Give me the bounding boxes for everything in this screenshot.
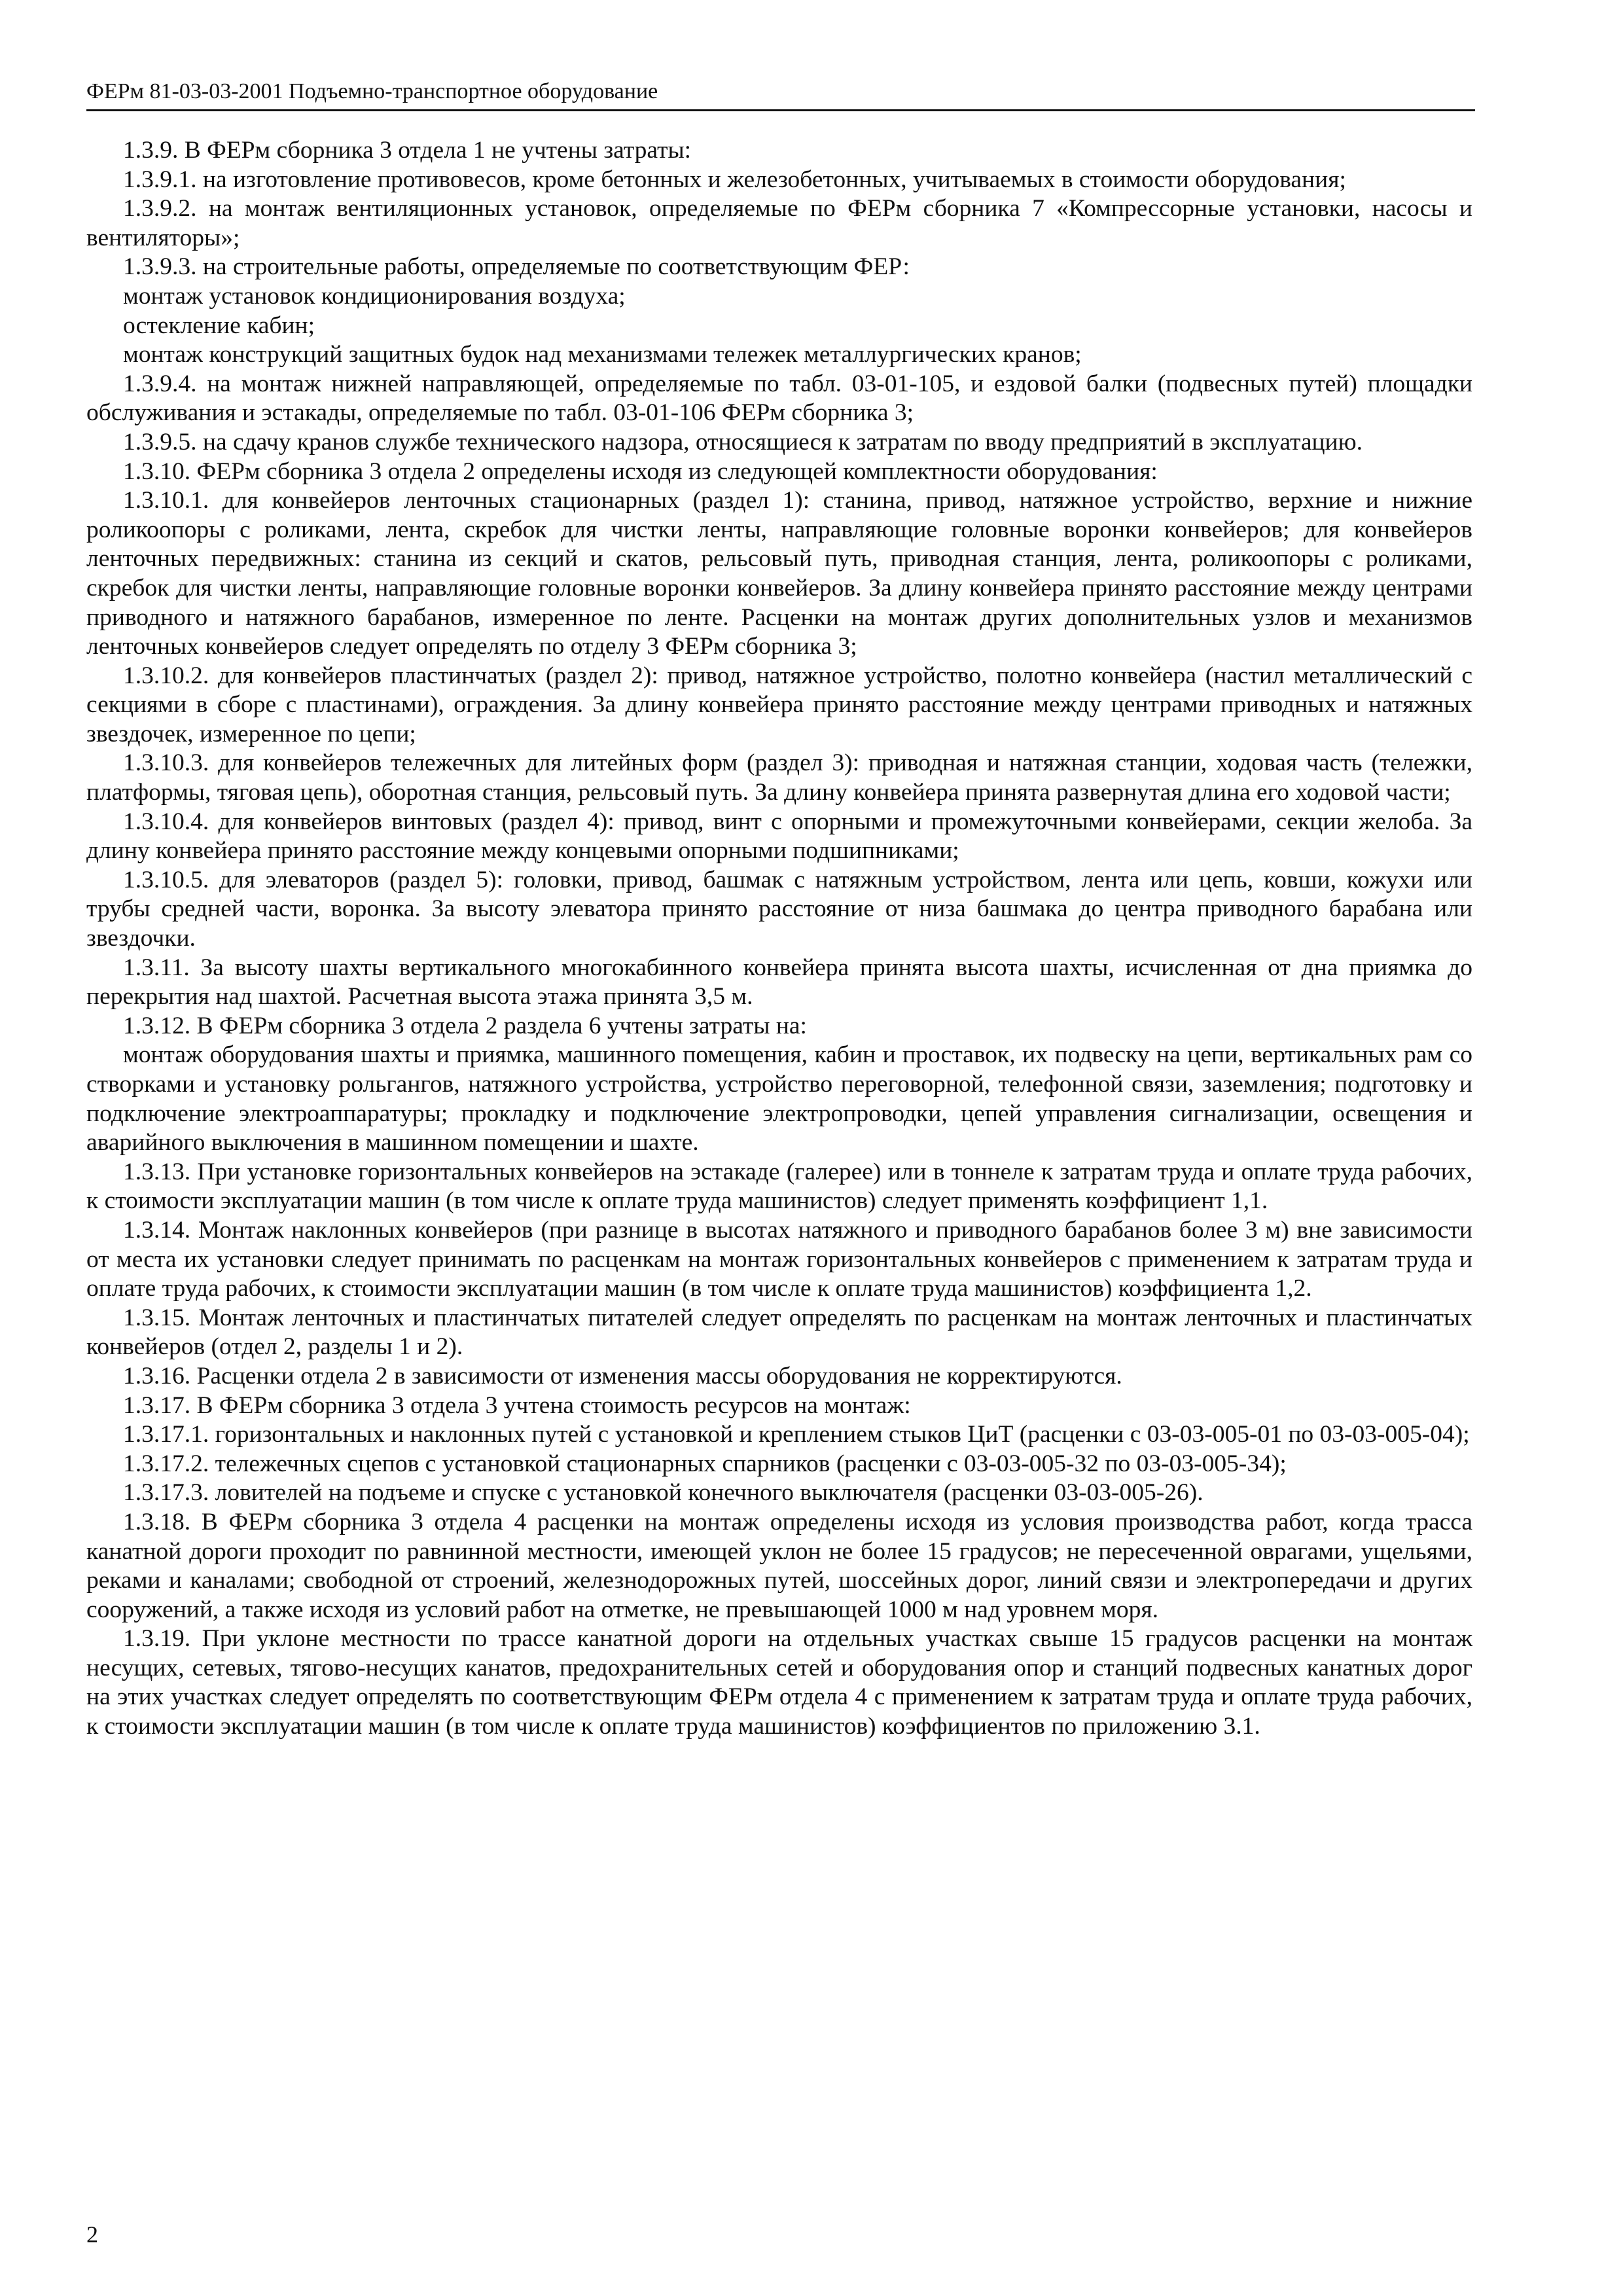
header-divider bbox=[86, 109, 1475, 111]
paragraph: 1.3.10.2. для конвейеров пластинчатых (раздел 2): привод, натяжное устройство, полотно конвейера (настил металлический с секциями в сборе с пластинами), ограждения. За длину конвейера принято расстояние между центрами приводных и натяжных звездочек, измеренное по цепи; bbox=[86, 662, 1472, 747]
paragraph: 1.3.17.3. ловителей на подъеме и спуске с установкой конечного выключателя (расценки 03-03-005-26). bbox=[123, 1479, 1204, 1507]
list-item: монтаж конструкций защитных будок над механизмами тележек металлургических кранов; bbox=[123, 341, 1082, 368]
paragraph: 1.3.15. Монтаж ленточных и пластинчатых питателей следует определять по расценкам на монтаж ленточных и пластинчатых конвейеров (отдел 2, разделы 1 и 2). bbox=[86, 1304, 1472, 1361]
paragraph: 1.3.14. Монтаж наклонных конвейеров (при разнице в высотах натяжного и приводного барабанов более 3 м) вне зависимости от места их установки следует принимать по расценкам на монтаж горизонтальных конвейеров с применением к затратам труда и оплате труда рабочих, к стоимости эксплуатации машин (в том числе к оплате труда машинистов) коэффициента 1,2. bbox=[86, 1216, 1472, 1302]
list-item: остекление кабин; bbox=[123, 312, 315, 339]
paragraph: монтаж оборудования шахты и приямка, машинного помещения, кабин и проставок, их подвеску на цепи, вертикальных рам со створками и установку рольгангов, натяжного устройства, устройство переговорной, телефонной связи, заземления; подготовку и подключение электроаппаратуры; прокладку и подключение электропроводки, цепей управления сигнализации, освещения и аварийного выключения в машинном помещении и шахте. bbox=[86, 1041, 1472, 1157]
paragraph: 1.3.9.5. на сдачу кранов службе технического надзора, относящиеся к затратам по вводу предприятий в эксплуатацию. bbox=[123, 428, 1363, 456]
paragraph: 1.3.18. В ФЕРм сборника 3 отдела 4 расценки на монтаж определены исходя из условия производства работ, когда трасса канатной дороги проходит по равнинной местности, имеющей уклон не более 15 градусов; не пересеченной оврагами, ущельями, реками и каналами; свободной от строений, железнодорожных путей, шоссейных дорог, линий связи и электропередачи и других сооружений, а также исходя из условий работ на отметке, не превышающей 1000 м над уровнем моря. bbox=[86, 1508, 1472, 1623]
paragraph: 1.3.9.4. на монтаж нижней направляющей, определяемые по табл. 03-01-105, и ездовой балки (подвесных путей) площадки обслуживания и эстакады, определяемые по табл. 03-01-106 ФЕРм сборника 3; bbox=[86, 370, 1472, 427]
page-header: ФЕРм 81-03-03-2001 Подъемно-транспортное оборудование bbox=[86, 79, 658, 103]
paragraph: 1.3.9. В ФЕРм сборника 3 отдела 1 не учтены затраты: bbox=[123, 137, 692, 164]
paragraph: 1.3.16. Расценки отдела 2 в зависимости от изменения массы оборудования не корректируются. bbox=[123, 1362, 1122, 1390]
paragraph: 1.3.17.2. тележечных сцепов с установкой стационарных спарников (расценки с 03-03-005-32 по 03-03-005-34); bbox=[123, 1450, 1287, 1477]
paragraph: 1.3.17.1. горизонтальных и наклонных путей с установкой и креплением стыков ЦиТ (расценки с 03-03-005-01 по 03-03-005-04); bbox=[123, 1421, 1470, 1448]
paragraph: 1.3.12. В ФЕРм сборника 3 отдела 2 раздела 6 учтены затраты на: bbox=[123, 1012, 807, 1039]
paragraph: 1.3.9.2. на монтаж вентиляционных установок, определяемые по ФЕРм сборника 7 «Компрессорные установки, насосы и вентиляторы»; bbox=[86, 195, 1472, 251]
paragraph: 1.3.10.3. для конвейеров тележечных для литейных форм (раздел 3): приводная и натяжная станции, ходовая часть (тележки, платформы, тяговая цепь), оборотная станция, рельсовый путь. За длину конвейера принята развернутая длина его ходовой части; bbox=[86, 749, 1472, 806]
paragraph: 1.3.9.3. на строительные работы, определяемые по соответствующим ФЕР: bbox=[123, 253, 910, 281]
paragraph: 1.3.17. В ФЕРм сборника 3 отдела 3 учтена стоимость ресурсов на монтаж: bbox=[123, 1391, 911, 1419]
paragraph: 1.3.10. ФЕРм сборника 3 отдела 2 определены исходя из следующей комплектности оборудования: bbox=[123, 457, 1158, 485]
paragraph: 1.3.10.4. для конвейеров винтовых (раздел 4): привод, винт с опорными и промежуточными конвейерами, секции желоба. За длину конвейера принято расстояние между концевыми опорными подшипниками; bbox=[86, 808, 1472, 865]
paragraph: 1.3.10.1. для конвейеров ленточных стационарных (раздел 1): станина, привод, натяжное устройство, верхние и нижние роликоопоры с роликами, лента, скребок для чистки ленты, направляющие головные воронки конвейеров; для конвейеров ленточных передвижных: станина из секций и скатов, рельсовый путь, приводная станция, лента, роликоопоры с роликами, скребок для чистки ленты, направляющие головные воронки конвейеров. За длину конвейера принято расстояние между центрами приводного и натяжного барабанов, измеренное по ленте. Расценки на монтаж других дополнительных узлов и механизмов ленточных конвейеров следует определять по отделу 3 ФЕРм сборника 3; bbox=[86, 487, 1472, 660]
paragraph: 1.3.11. За высоту шахты вертикального многокабинного конвейера принята высота шахты, исчисленная от дна приямка до перекрытия над шахтой. Расчетная высота этажа принята 3,5 м. bbox=[86, 954, 1472, 1011]
paragraph: 1.3.9.1. на изготовление противовесов, кроме бетонных и железобетонных, учитываемых в стоимости оборудования; bbox=[123, 166, 1346, 193]
list-item: монтаж установок кондиционирования воздуха; bbox=[123, 282, 626, 310]
page-number: 2 bbox=[86, 2221, 98, 2248]
paragraph: 1.3.19. При уклоне местности по трассе канатной дороги на отдельных участках свыше 15 градусов расценки на монтаж несущих, сетевых, тягово-несущих канатов, предохранительных сетей и оборудования опор и станций подвесных канатных дорог на этих участках следует определять по соответствующим ФЕРм отдела 4 с применением к затратам труда и оплате труда рабочих, к стоимости эксплуатации машин (в том числе к оплате труда машинистов) коэффициентов по приложению 3.1. bbox=[86, 1625, 1472, 1740]
paragraph: 1.3.13. При установке горизонтальных конвейеров на эстакаде (галерее) или в тоннеле к затратам труда и оплате труда рабочих, к стоимости эксплуатации машин (в том числе к оплате труда машинистов) следует применять коэффициент 1,1. bbox=[86, 1158, 1472, 1215]
document-body bbox=[86, 136, 1472, 1742]
paragraph: 1.3.10.5. для элеваторов (раздел 5): головки, привод, башмак с натяжным устройством, лента или цепь, ковши, кожухи или трубы средней части, воронка. За высоту элеватора принято расстояние от низа башмака до центра приводного барабана или звездочки. bbox=[86, 866, 1472, 952]
